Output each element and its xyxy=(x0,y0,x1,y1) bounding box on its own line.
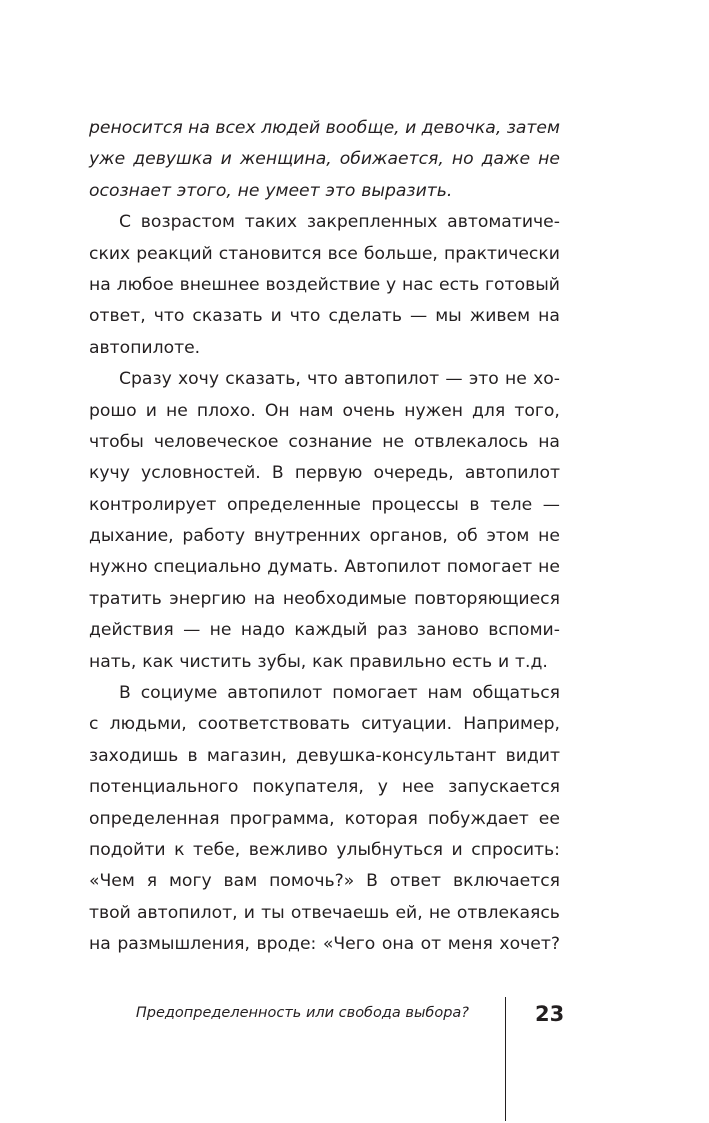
text-line: кучу условностей. В первую очередь, автопилот xyxy=(89,463,560,484)
text-line: рошо и не плохо. Он нам очень нужен для того, xyxy=(89,400,560,421)
footer-divider xyxy=(505,997,506,1121)
text-line: уже девушка и женщина, обижается, но даже не xyxy=(89,149,560,170)
text-line: твой автопилот, и ты отвечаешь ей, не отвлекаясь xyxy=(89,902,560,923)
paragraph xyxy=(89,207,560,364)
text-line: контролирует определенные процессы в теле — xyxy=(89,494,560,515)
text-line: реносится на всех людей вообще, и девочка, затем xyxy=(89,118,560,138)
text-line: нать, как чистить зубы, как правильно есть и т.д. xyxy=(89,651,548,672)
page-number: 23 xyxy=(535,1002,565,1026)
text-line: С возрастом таких закрепленных автоматиче- xyxy=(119,212,560,233)
text-line: «Чем я могу вам помочь?» В ответ включается xyxy=(89,871,560,892)
text-line: определенная программа, которая побуждает ее xyxy=(89,808,560,829)
text-line: осознает этого, не умеет это выразить. xyxy=(89,180,453,201)
paragraph xyxy=(89,113,560,207)
text-line: Сразу хочу сказать, что автопилот — это не хо- xyxy=(119,369,560,390)
text-line: ответ, что сказать и что сделать — мы живем на xyxy=(89,306,560,327)
text-line: действия — не надо каждый раз заново вспоми- xyxy=(89,620,560,641)
text-line: дыхание, работу внутренних органов, об этом не xyxy=(89,526,560,547)
text-line: автопилоте. xyxy=(89,337,201,358)
text-line: нужно специально думать. Автопилот помогает не xyxy=(89,557,560,578)
paragraph xyxy=(89,364,560,678)
text-line: на любое внешнее воздействие у нас есть готовый xyxy=(89,274,560,295)
text-line: чтобы человеческое сознание не отвлекалось на xyxy=(89,431,560,452)
text-line: заходишь в магазин, девушка-консультант видит xyxy=(89,745,560,766)
text-line: на размышления, вроде: «Чего она от меня хочет? xyxy=(89,934,560,955)
running-title: Предопределенность или свобода выбора? xyxy=(135,1005,469,1021)
page-body xyxy=(89,113,560,961)
paragraph xyxy=(89,678,560,961)
text-line: потенциального покупателя, у нее запускается xyxy=(89,777,560,798)
text-line: В социуме автопилот помогает нам общаться xyxy=(119,683,560,704)
text-line: тратить энергию на необходимые повторяющиеся xyxy=(89,588,560,609)
text-line: подойти к тебе, вежливо улыбнуться и спросить: xyxy=(89,839,560,860)
text-line: ских реакций становится все больше, практически xyxy=(89,243,560,264)
text-line: с людьми, соответствовать ситуации. Например, xyxy=(89,714,560,735)
